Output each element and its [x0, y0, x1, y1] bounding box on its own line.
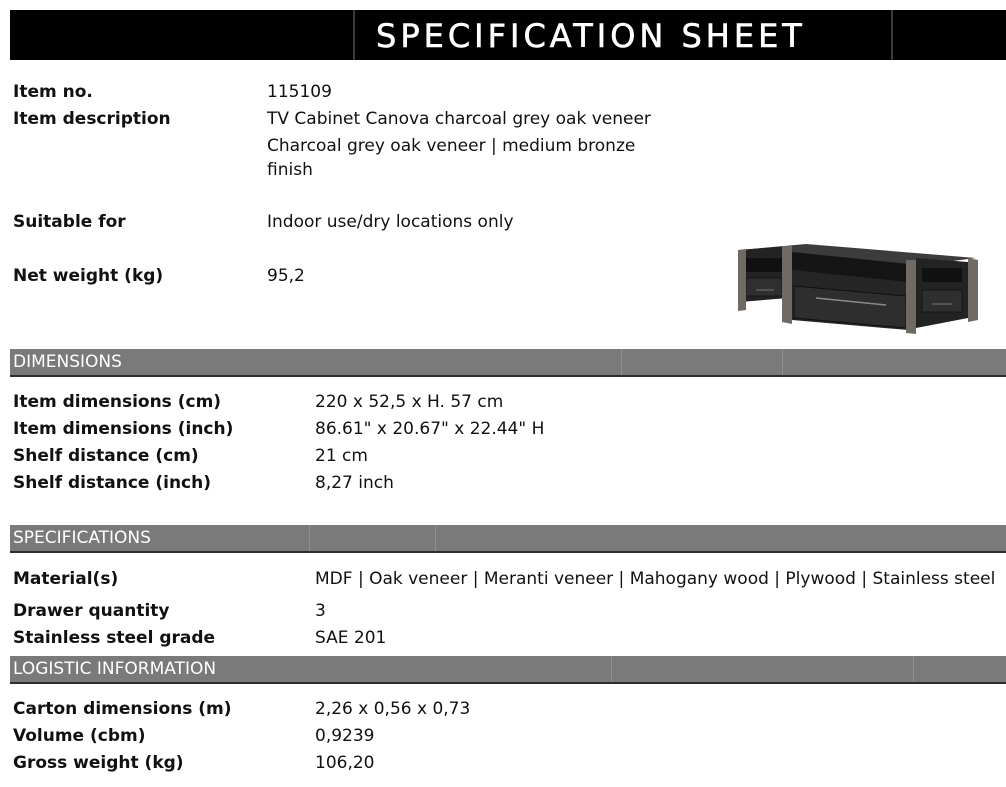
carton-dimensions-label: Carton dimensions (m): [13, 699, 232, 719]
specifications-heading: SPECIFICATIONS: [13, 528, 151, 548]
drawer-quantity-label: Drawer quantity: [13, 601, 170, 621]
suitable-for-label: Suitable for: [13, 212, 126, 232]
item-description-line1: TV Cabinet Canova charcoal grey oak veneer: [267, 109, 651, 129]
shelf-distance-cm-label: Shelf distance (cm): [13, 446, 199, 466]
grid-line: [621, 349, 622, 375]
net-weight-value: 95,2: [267, 266, 305, 286]
gross-weight-label: Gross weight (kg): [13, 753, 184, 773]
title-bar: [10, 10, 1006, 60]
steel-grade-label: Stainless steel grade: [13, 628, 216, 648]
shelf-distance-inch-value: 8,27 inch: [315, 473, 394, 493]
suitable-for-value: Indoor use/dry locations only: [267, 212, 514, 232]
carton-dimensions-value: 2,26 x 0,56 x 0,73: [315, 699, 471, 719]
logistics-header: [10, 656, 1006, 684]
grid-line: [435, 525, 436, 551]
item-no-value: 115109: [267, 82, 332, 102]
tv-cabinet-image: [736, 238, 980, 338]
grid-line: [782, 349, 783, 375]
item-dimensions-cm-value: 220 x 52,5 x H. 57 cm: [315, 392, 504, 412]
volume-value: 0,9239: [315, 726, 375, 746]
materials-value: MDF | Oak veneer | Meranti veneer | Mahogany wood | Plywood | Stainless steel: [315, 569, 996, 589]
steel-grade-value: SAE 201: [315, 628, 387, 648]
page-title: SPECIFICATION SHEET: [376, 17, 806, 55]
title-divider: [891, 10, 893, 60]
title-divider: [353, 10, 355, 60]
shelf-distance-cm-value: 21 cm: [315, 446, 368, 466]
item-dimensions-cm-label: Item dimensions (cm): [13, 392, 222, 412]
shelf-distance-inch-label: Shelf distance (inch): [13, 473, 212, 493]
materials-label: Material(s): [13, 569, 119, 589]
item-dimensions-inch-value: 86.61" x 20.67" x 22.44" H: [315, 419, 545, 439]
gross-weight-value: 106,20: [315, 753, 375, 773]
grid-line: [913, 656, 914, 682]
grid-line: [309, 525, 310, 551]
net-weight-label: Net weight (kg): [13, 266, 164, 286]
dimensions-heading: DIMENSIONS: [13, 352, 122, 372]
item-description-label: Item description: [13, 109, 171, 129]
drawer-quantity-value: 3: [315, 601, 326, 621]
volume-label: Volume (cbm): [13, 726, 146, 746]
item-no-label: Item no.: [13, 82, 93, 102]
logistics-heading: LOGISTIC INFORMATION: [13, 659, 217, 679]
item-description-line2: Charcoal grey oak veneer | medium bronze finish: [267, 136, 636, 180]
item-dimensions-inch-label: Item dimensions (inch): [13, 419, 234, 439]
specifications-header: [10, 525, 1006, 553]
grid-line: [611, 656, 612, 682]
dimensions-header: [10, 349, 1006, 377]
